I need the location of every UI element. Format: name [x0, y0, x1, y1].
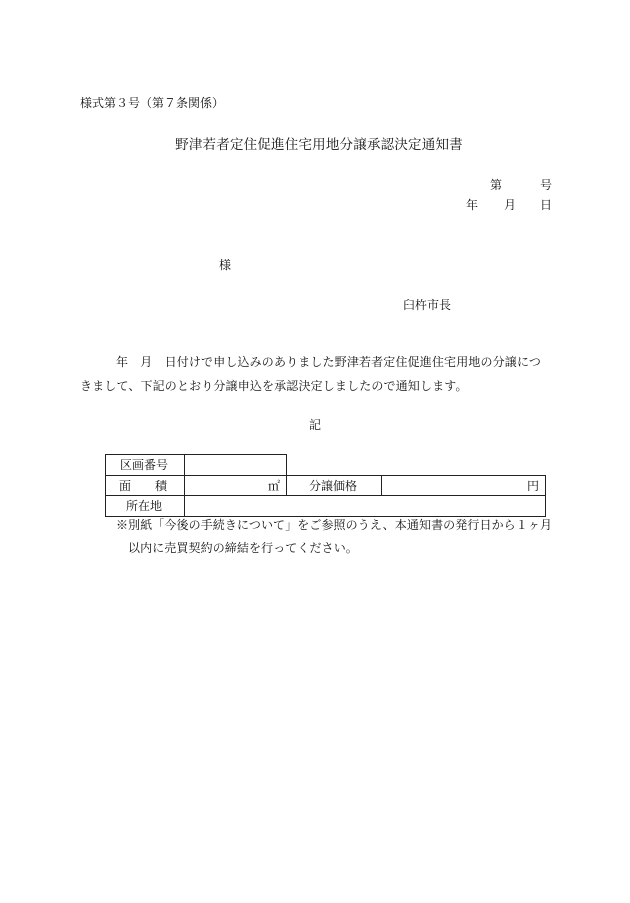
body-text-line-1: 年 月 日付けで申し込みのありました野津若者定住促進住宅用地の分譲につ: [116, 355, 542, 369]
table-border: [184, 454, 185, 517]
doc-number-prefix: 第: [490, 178, 503, 192]
date-year: 年: [466, 198, 479, 212]
location-label: 所在地: [126, 499, 163, 513]
document-title: 野津若者定住促進住宅用地分譲承認決定通知書: [175, 137, 463, 153]
note-line-2: 以内に売買契約の締結を行ってください。: [128, 541, 358, 555]
body-text-line-2: きまして、下記のとおり分譲申込を承認決定しましたので通知します。: [80, 379, 468, 393]
block-number-label: 区画番号: [120, 458, 169, 472]
form-number: 様式第３号（第７条関係）: [80, 96, 225, 110]
price-unit: 円: [527, 479, 540, 493]
sender-name: 臼杵市長: [403, 298, 452, 312]
note-line-1: ※別紙「今後の手続きについて」をご参照のうえ、本通知書の発行日から１ヶ月: [116, 518, 553, 532]
table-border: [105, 454, 106, 517]
addressee-honorific: 様: [219, 258, 232, 272]
table-border: [545, 475, 546, 517]
table-border: [105, 495, 546, 496]
table-border: [286, 454, 287, 496]
table-border: [105, 454, 286, 455]
table-border: [105, 475, 546, 476]
area-unit: ㎡: [268, 479, 281, 493]
price-label: 分譲価格: [309, 479, 358, 493]
record-mark: 記: [308, 418, 321, 432]
date-month: 月: [504, 198, 517, 212]
table-border: [105, 516, 546, 517]
table-border: [381, 475, 382, 496]
date-day: 日: [540, 198, 553, 212]
doc-number-suffix: 号: [540, 178, 553, 192]
area-label: 面 積: [119, 479, 168, 493]
